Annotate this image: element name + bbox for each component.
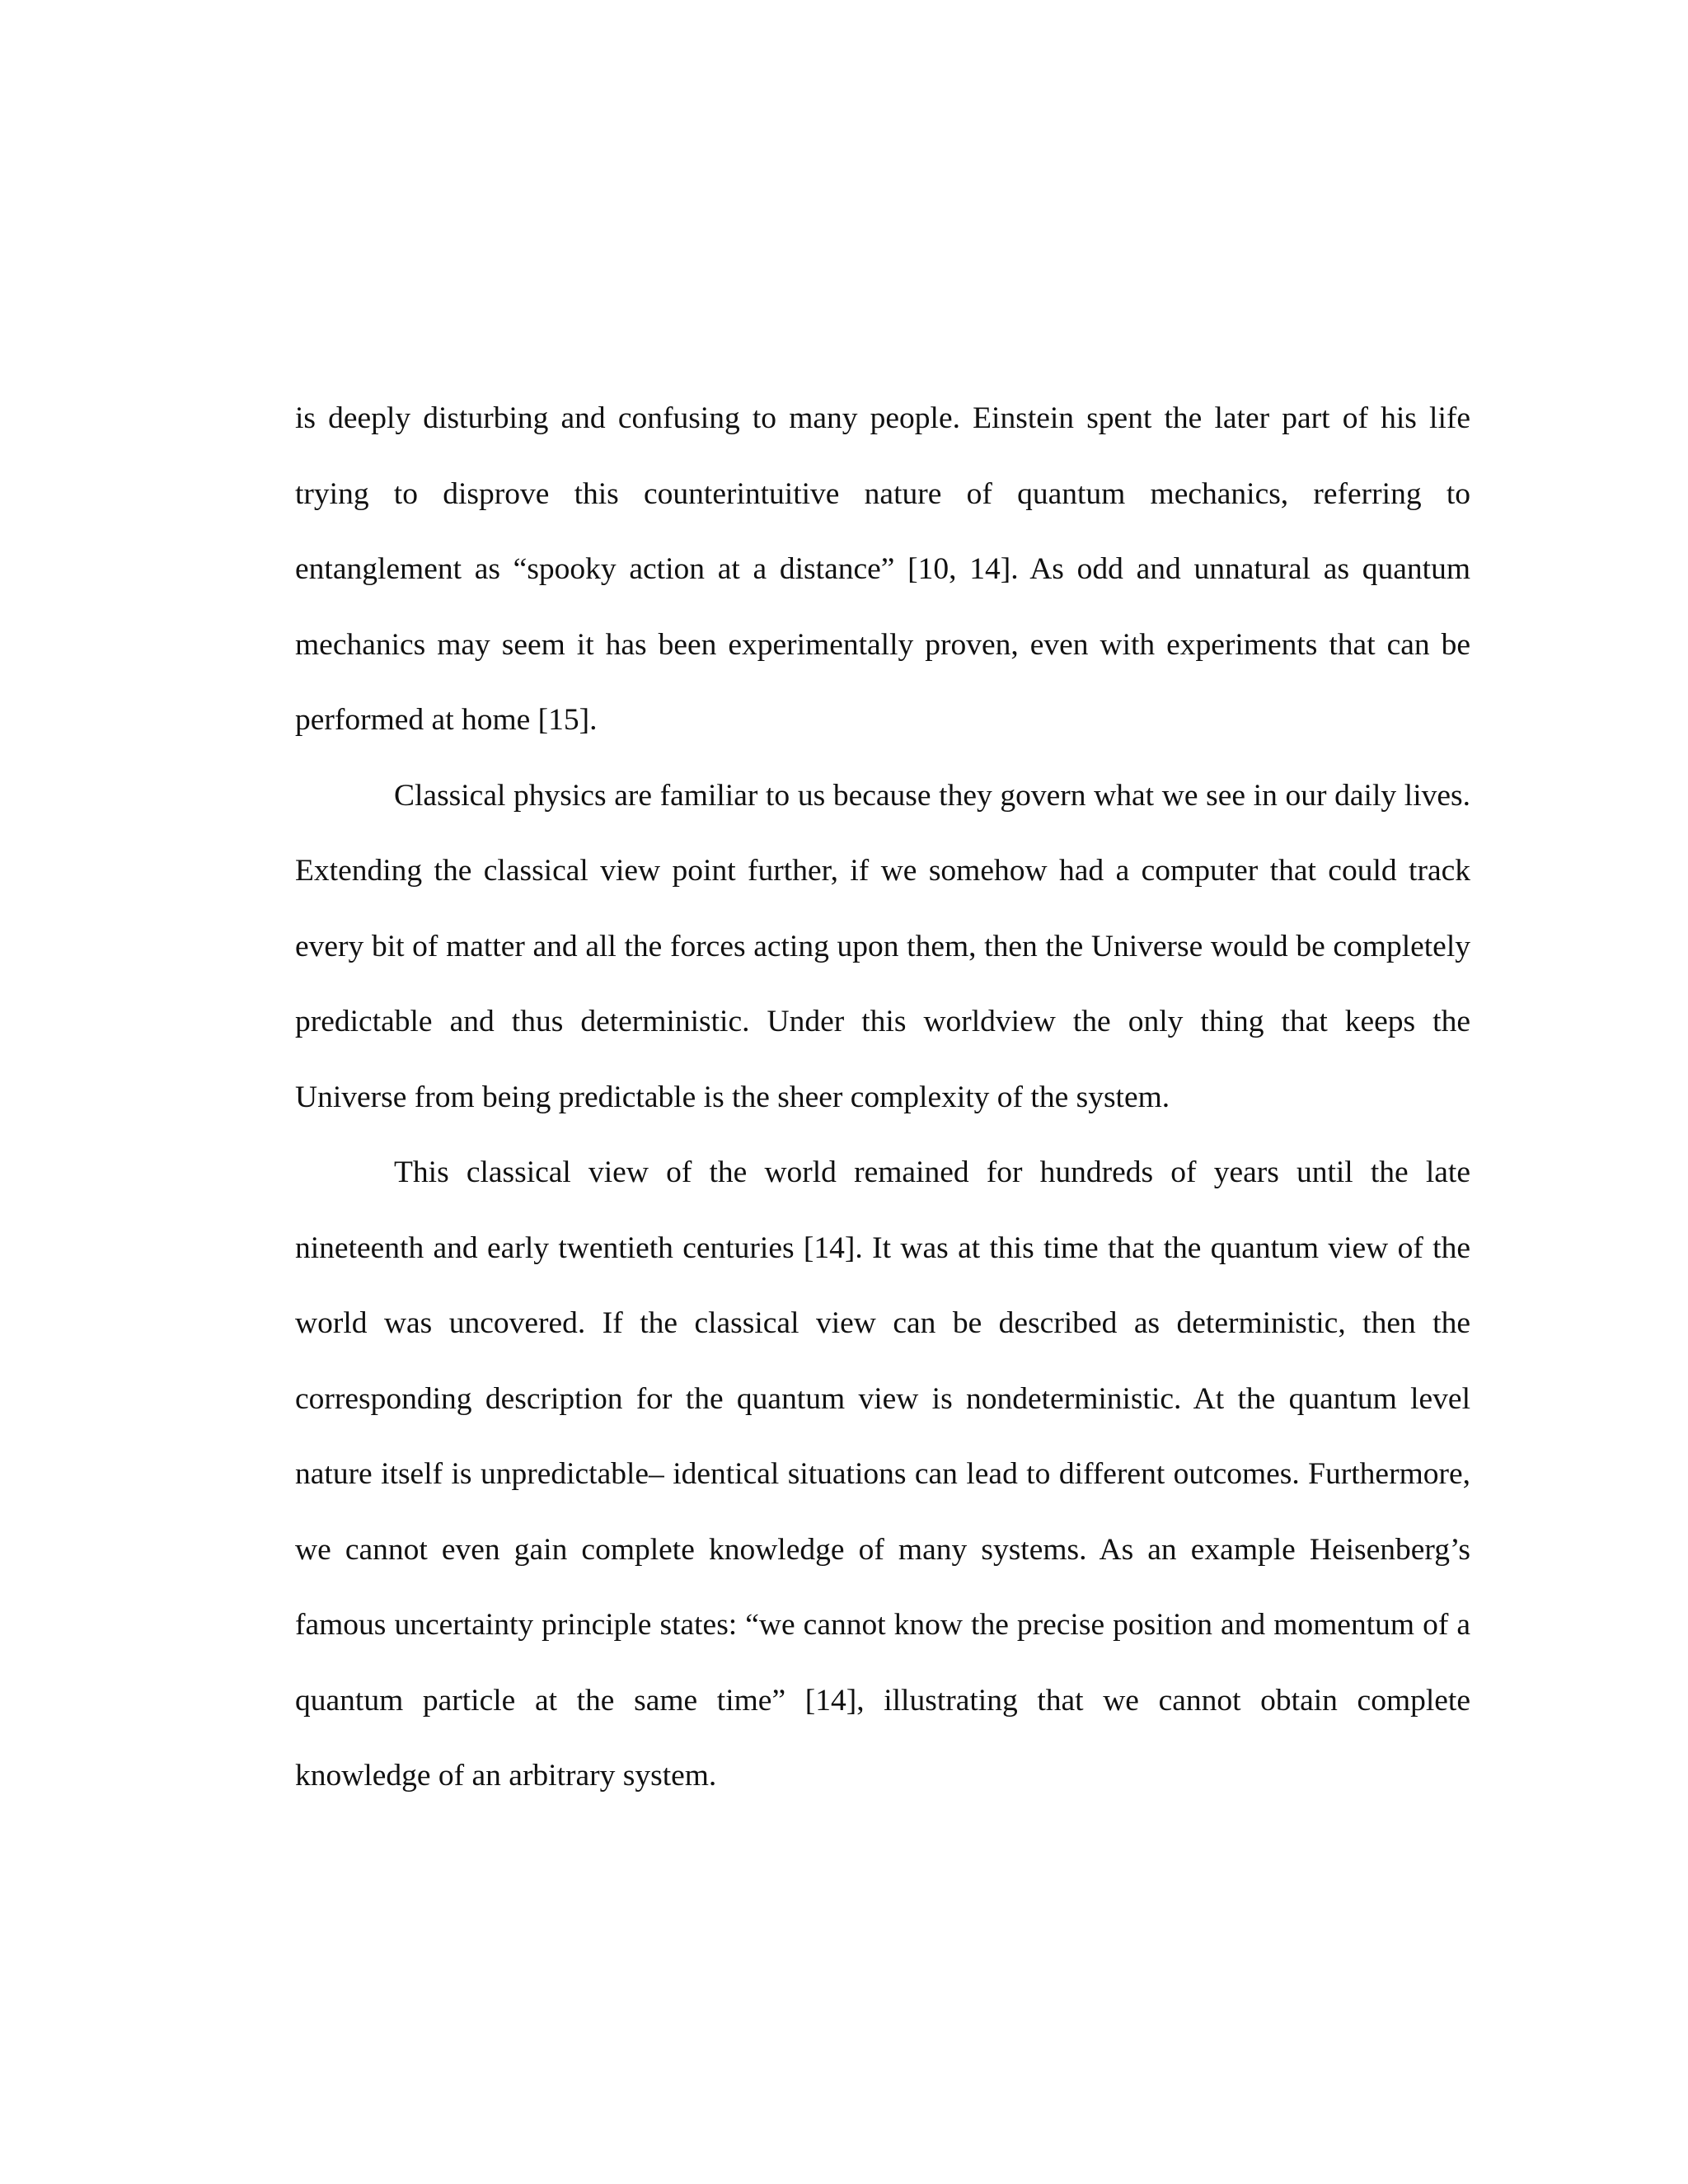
paragraph-quantum-view: This classical view of the world remained for hundreds of years until the late nineteenth and early twentieth centuries [14]. It was at this time that the quantum view of the world was uncovered. If the classical view can be described as deterministic, then the corresponding description for the quantum view is nondeterministic. At the quantum level nature itself is unpredictable– identical situations can lead to different outcomes. Furthermore, we cannot even gain complete knowledge of many systems. As an example Heisenberg’s famous uncertainty principle states: “we cannot know the precise position and momentum of a quantum particle at the same time” [14], illustrating that we cannot obtain complete knowledge of an arbitrary system. (295, 1155, 1470, 1793)
paragraph-classical-physics: Classical physics are familiar to us because they govern what we see in our daily lives. Extending the classical view point further, if we somehow had a computer that could track every bit of matter and all the forces acting upon them, then the Universe would be completely predictable and thus deterministic. Under this worldview the only thing that keeps the Universe from being predictable is the sheer complexity of the system. (295, 778, 1470, 1114)
paragraph-continuation: is deeply disturbing and confusing to many people. Einstein spent the later part of his life trying to disprove this counterintuitive nature of quantum mechanics, referring to entanglement as “spooky action at a distance” [10, 14]. As odd and unnatural as quantum mechanics may seem it has been experimentally proven, even with experiments that can be performed at home [15]. (295, 401, 1470, 737)
body-text (295, 381, 1470, 1814)
